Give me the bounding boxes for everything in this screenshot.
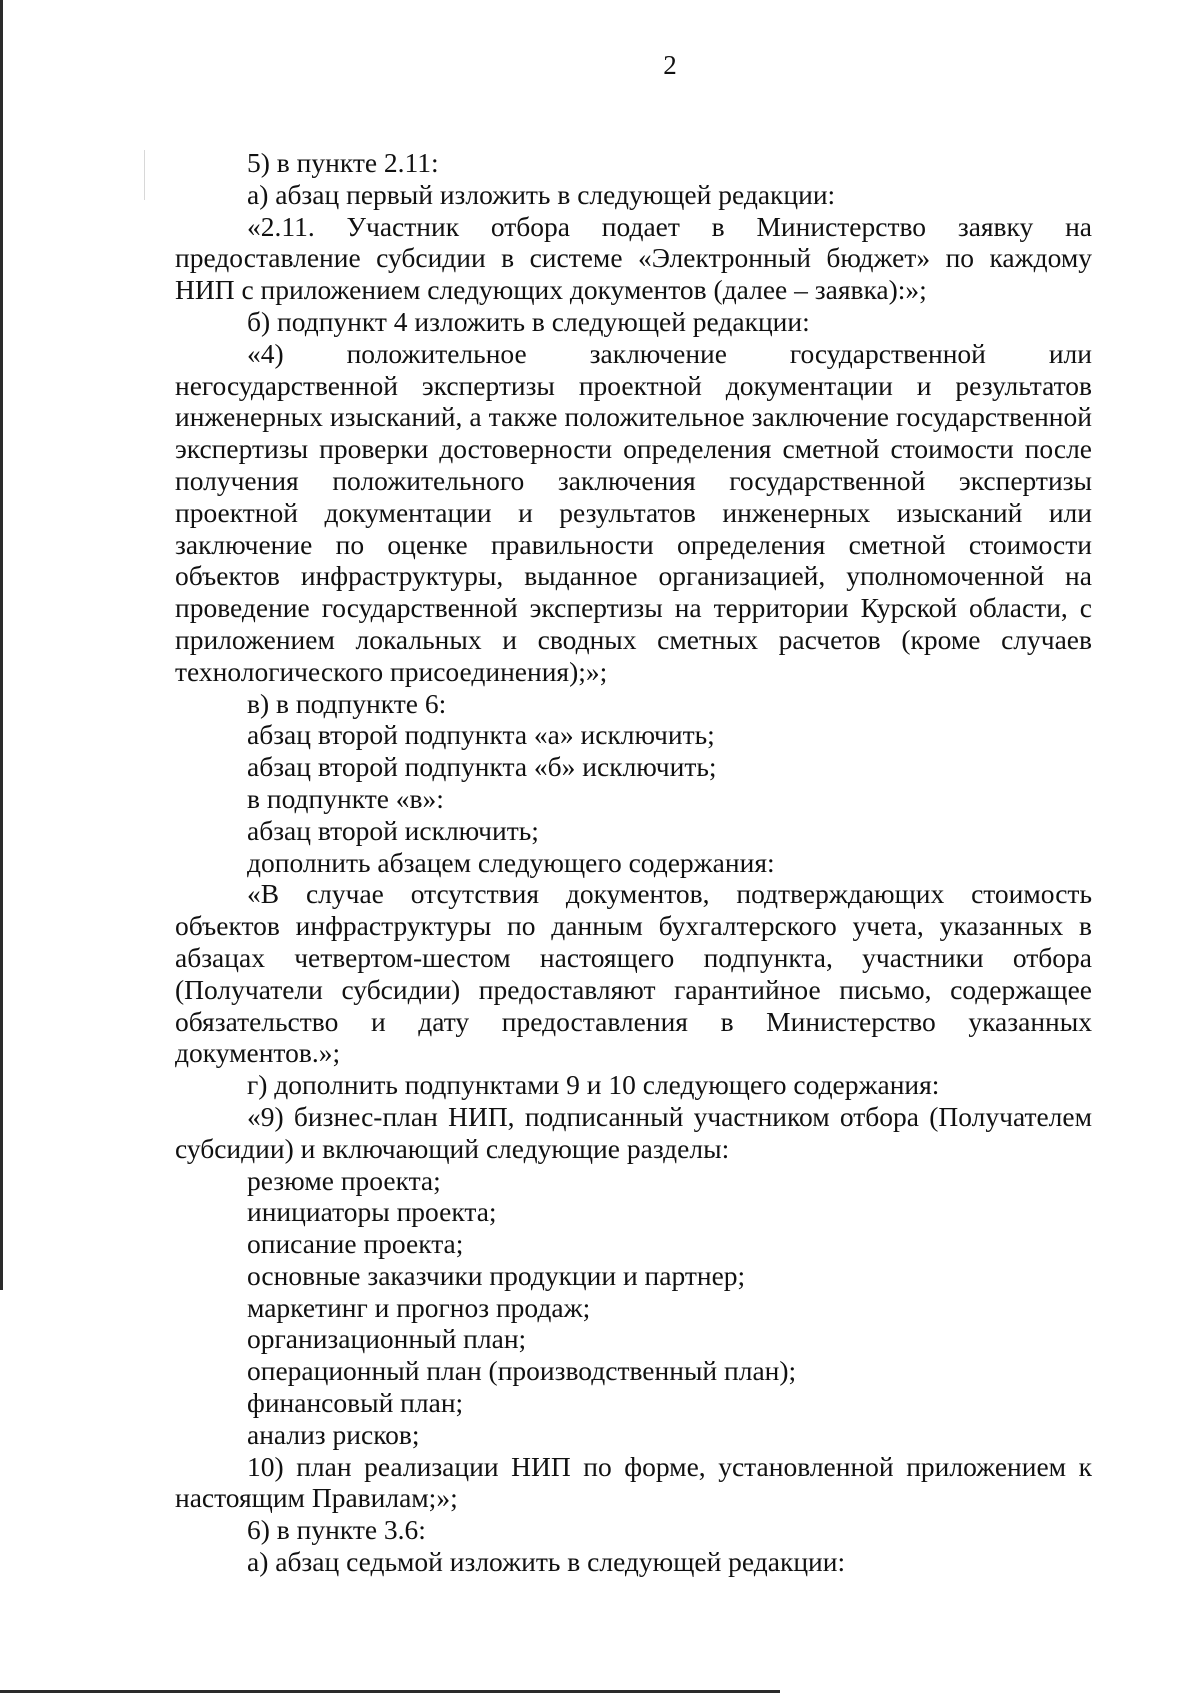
paragraph: 10) план реализации НИП по форме, установленной приложением к настоящим Правилам;»; (175, 1450, 1092, 1514)
paragraph: б) подпункт 4 изложить в следующей редакции: (247, 305, 810, 337)
list-item: анализ рисков; (247, 1418, 420, 1450)
list-item: финансовый план; (247, 1387, 464, 1419)
list-item: операционный план (производственный план); (247, 1355, 797, 1387)
paragraph: 5) в пункте 2.11: (247, 147, 439, 178)
page-number: 2 (663, 50, 677, 80)
paragraph: «4) положительное заключение государственной или негосударственной экспертизы проектной документации и результатов инженерных изысканий, а также положительное заключение государственной экспертизы проверки достоверности определения сметной стоимости после получения положительного заключения государственной экспертизы проектной документации и результатов инженерных изысканий или заключение по оценке правильности определения сметной стоимости объектов инфраструктуры, выданное организацией, уполномоченной на проведение государственной экспертизы на территории Курской области, с приложением локальных и сводных сметных расчетов (кроме случаев технологического присоединения);»; (175, 337, 1092, 687)
scan-edge-mark (144, 150, 145, 200)
paragraph: а) абзац первый изложить в следующей редакции: (247, 178, 836, 210)
document-body (175, 147, 1092, 1578)
paragraph: «2.11. Участник отбора подает в Министерство заявку на предоставление субсидии в системе «Электронный бюджет» по каждому НИП с приложением следующих документов (далее – заявка):»; (175, 210, 1092, 306)
paragraph: а) абзац седьмой изложить в следующей редакции: (247, 1546, 846, 1578)
scan-edge-bottom (0, 1690, 780, 1693)
list-item: описание проекта; (247, 1228, 464, 1260)
list-item: маркетинг и прогноз продаж; (247, 1291, 591, 1323)
paragraph: абзац второй подпункта «б» исключить; (247, 751, 717, 783)
list-item: резюме проекта; (247, 1164, 441, 1196)
paragraph: дополнить абзацем следующего содержания: (247, 846, 775, 878)
paragraph: г) дополнить подпунктами 9 и 10 следующего содержания: (247, 1069, 940, 1101)
paragraph: «9) бизнес-план НИП, подписанный участником отбора (Получателем субсидии) и включающий следующие разделы: (175, 1100, 1092, 1164)
paragraph: абзац второй исключить; (247, 814, 539, 846)
paragraph: 6) в пункте 3.6: (247, 1514, 426, 1546)
list-item: основные заказчики продукции и партнер; (247, 1259, 746, 1291)
paragraph: «В случае отсутствия документов, подтверждающих стоимость объектов инфраструктуры по данным бухгалтерского учета, указанных в абзацах четвертом-шестом настоящего подпункта, участники отбора (Получатели субсидии) предоставляют гарантийное письмо, содержащее обязательство и дату предоставления в Министерство указанных документов.»; (175, 878, 1092, 1069)
list-item: организационный план; (247, 1323, 527, 1355)
list-item: инициаторы проекта; (247, 1196, 497, 1228)
paragraph: в подпункте «в»: (247, 782, 444, 814)
paragraph: абзац второй подпункта «а» исключить; (247, 719, 715, 751)
scan-edge-left (0, 0, 3, 1290)
paragraph: в) в подпункте 6: (247, 687, 447, 719)
